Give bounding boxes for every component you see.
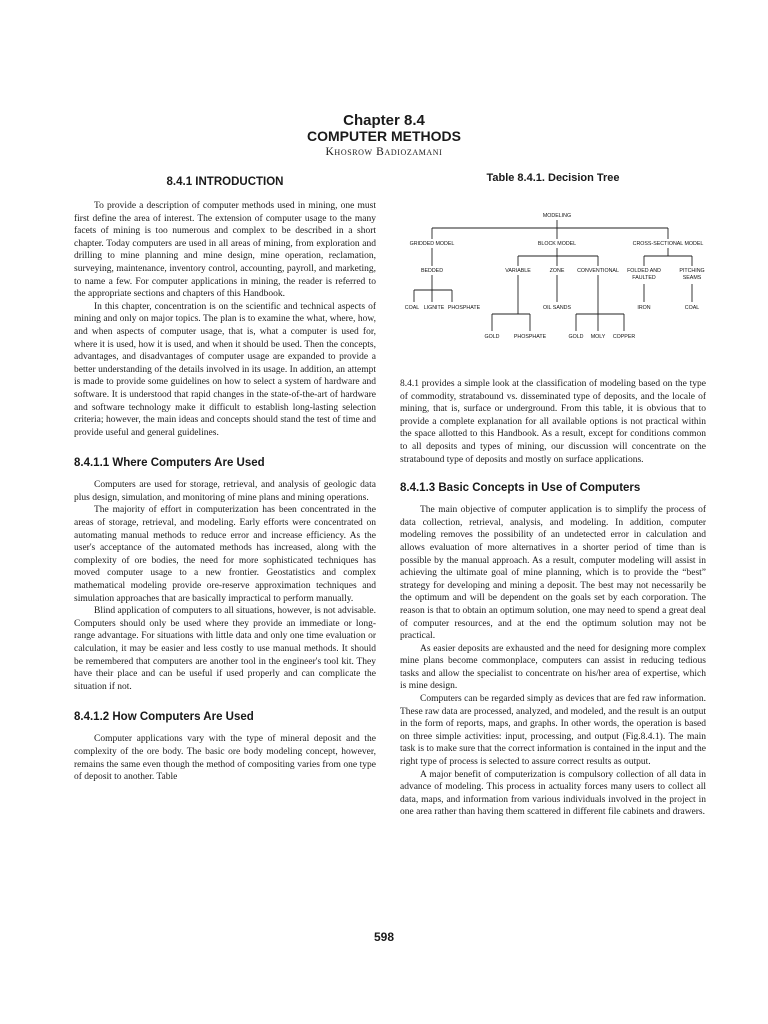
paragraph: Computer applications vary with the type of mineral deposit and the complexity of the ore body. The basic ore body modeling concept, however, remains the same even though the method of compositing varies from one type of deposit to another. Table [74, 734, 376, 783]
section-heading-introduction: 8.4.1 INTRODUCTION [166, 176, 284, 188]
tree-node-seams: SEAMS [682, 275, 702, 281]
decision-tree-diagram [400, 192, 706, 352]
paragraph: The majority of effort in computerization has been concentrated in the areas of storage, retrieval, and modeling. Early efforts were concentrated on automating manual methods to reduce error and increase efficiency. As the user's acceptance of the automated methods has increased, along with the complexity of ore bodies, the need for more sophisticated techniques has moved computer usage to a new frontier. Geostatistics and complex mathematical modeling provide ore-reserve approximation techniques and simulation approaches that are basically impractical to perform manually. [74, 505, 376, 604]
section-heading-how-used: 8.4.1.2 How Computers Are Used [74, 711, 254, 724]
tree-node-copper: COPPER [612, 334, 636, 340]
section-heading-where-used: 8.4.1.1 Where Computers Are Used [74, 457, 265, 470]
paragraph: As easier deposits are exhausted and the need for designing more complex mine plans become commonplace, computers can assist in reducing tedious tasks and allow the specialist to concentrate on his/her area of expertise, which is mine design. [400, 643, 706, 692]
paragraph: Blind application of computers to all situations, however, is not advisable. Computers should only be used where they provide an immediate or long-range advantage. For situations with little data and only one time evaluation or calculation, it may be easier and less costly to use manual methods. It should be remembered that computers are another tool in the engineer's tool kit. They have their place and can be useful if used properly and can complicate the situation if not. [74, 606, 376, 692]
right-column [400, 172, 706, 819]
chapter-label: Chapter 8.4 [343, 112, 425, 129]
tree-node-modeling: MODELING [542, 213, 572, 219]
paragraph: The main objective of computer application is to simplify the process of data collection, retrieval, analysis, and modeling. In addition, computer modeling removes the possibility of an undetected error in calculation and allows evaluation of more alternatives in a shorter period of time than is possible by the manual approach. As a result, computer modeling will assist in achieving the ultimate goal of mine planning, which is to provide the “best” strategy for developing and mining a deposit. The best may not necessarily be the optimum and will be dependent on the goals set by each corporation. The reason is that to obtain an optimum solution, one may need to spend a great deal of computer resources, and at the end the optimum solution may not be practical. [400, 505, 706, 642]
paragraph: A major benefit of computerization is compulsory collection of all data in advance of modeling. This process in actuality forces many users to collect all data, maps, and information from various individuals involved in the project in one area rather than having them scattered in different file cabinets and drawers. [400, 769, 706, 818]
tree-node-coal: COAL [404, 305, 420, 311]
left-column [74, 176, 376, 784]
paragraph: In this chapter, concentration is on the scientific and technical aspects of mining and only on major topics. The plan is to examine the what, where, how, and when aspects of computer usage, that is, what a computer is used for, where it is used, how it is used, and when it should be used. Then the concepts, advantages, and disadvantages of computer usage are expanded to provide a better understanding of the details involved in its usage. In addition, an attempt is made to provide some guidelines on how to select a system of hardware and software. It is understood that rapid changes in the state-of-the-art of hardware and software technology make it difficult to establish long-lasting selection criteria; however, the main ideas and concepts should stand the test of time and provide useful and general guidelines. [74, 301, 376, 438]
author-name: Khosrow Badiozamani [325, 146, 443, 158]
tree-node-gold: GOLD [484, 334, 500, 340]
tree-node-oil-sands: OIL SANDS [542, 305, 572, 311]
paragraph: 8.4.1 provides a simple look at the classification of modeling based on the type of commodity, stratabound vs. disseminated type of deposits, and the locale of mining, that is, surface or underground. From this table, it is obvious that to provide a complete explanation for all available options is not practical within the space allotted to this Handbook. As a result, except for conditions common to all deposits and types of mining, our discussion will concentrate on the stratabound type of deposits and mostly on surface applications. [400, 379, 706, 465]
tree-labels [405, 213, 705, 340]
tree-node-block-model: BLOCK MODEL [537, 241, 577, 247]
page-number: 598 [373, 930, 395, 944]
tree-node-folded-and: FOLDED AND [627, 268, 661, 274]
tree-node-lignite: LIGNITE [423, 305, 445, 311]
tree-node-gold: GOLD [568, 334, 584, 340]
paragraph: To provide a description of computer methods used in mining, one must first define the area of interest. The extension of computer usage to the many facets of mining is too numerous and complex to be described in a short chapter. Today computers are used in all areas of mining, from exploration and drilling to mine planning and mine design, mine operation, reclamation, surveying, maintenance, inventory control, accounting, payroll, and marketing, to name a few. For computer applications in mining, the reader is referred to the appropriate sections and chapters of this Handbook. [74, 201, 376, 300]
tree-node-gridded-model: GRIDDED MODEL [409, 241, 455, 247]
chapter-title: COMPUTER METHODS [307, 128, 461, 144]
tree-node-cross-sectional-model: CROSS-SECTIONAL MODEL [632, 241, 704, 247]
tree-node-conventional: CONVENTIONAL [577, 268, 619, 274]
tree-node-phosphate: PHOSPHATE [513, 334, 547, 340]
tree-node-pitching: PITCHING [679, 268, 705, 274]
tree-node-phosphate: PHOSPHATE [447, 305, 481, 311]
tree-node-coal: COAL [684, 305, 700, 311]
tree-node-variable: VARIABLE [505, 268, 531, 274]
tree-node-moly: MOLY [590, 334, 606, 340]
decision-tree [400, 192, 706, 352]
section-heading-basic-concepts: 8.4.1.3 Basic Concepts in Use of Computers [400, 482, 641, 495]
tree-node-iron: IRON [637, 305, 651, 311]
tree-node-faulted: FAULTED [632, 275, 656, 281]
tree-node-zone: ZONE [549, 268, 565, 274]
paragraph: Computers are used for storage, retrieval, and analysis of geologic data plus design, simulation, and monitoring of mine plans and mining operations. [74, 480, 376, 503]
table-caption: Table 8.4.1. Decision Tree [486, 172, 620, 184]
tree-node-bedded: BEDDED [420, 268, 444, 274]
paragraph: Computers can be regarded simply as devices that are fed raw information. These raw data are processed, analyzed, and modeled, and the result is an output in the form of reports, maps, and graphs. In other words, the operation is based on three simple activities: input, processing, and output (Fig.8.4.1). The main task is to make sure that the correct information is contained in the input and the right type of process is selected to assure correct results as output. [400, 694, 706, 768]
